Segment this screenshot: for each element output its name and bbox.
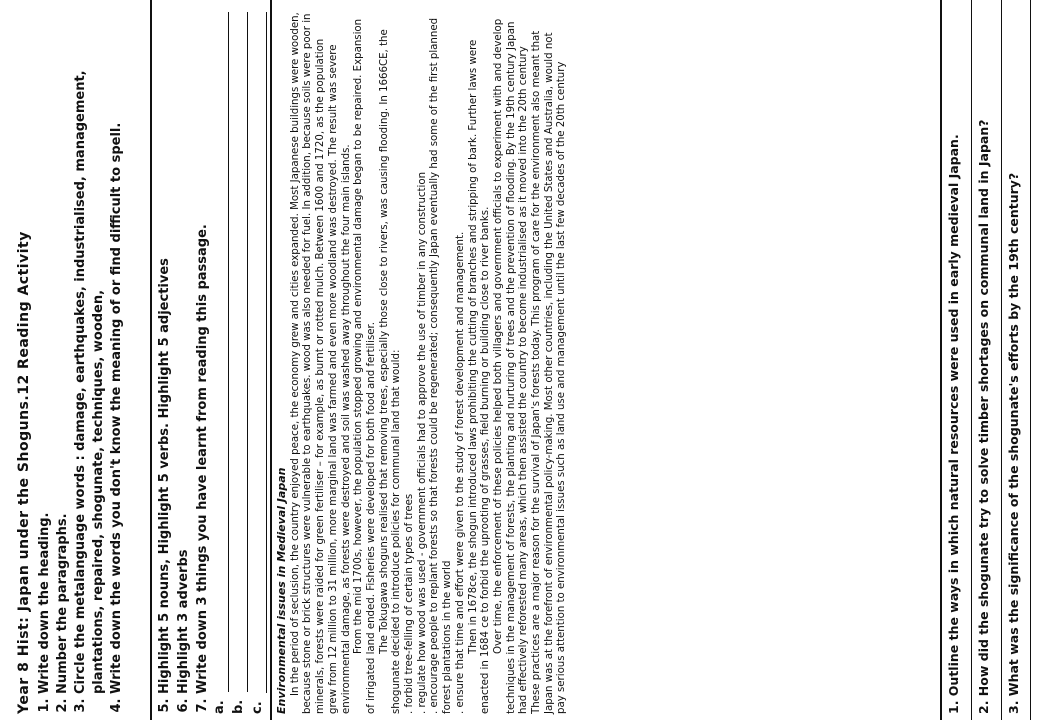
answer-lines <box>210 12 267 714</box>
question-3: 3. What was the significance of the shogunate's efforts by the 19th century? <box>1006 172 1021 714</box>
reading-passage <box>276 12 569 714</box>
highlight-task: 7. Write down 3 things you have learnt from reading this passage. <box>193 0 212 694</box>
policy-item: . forbid tree-felling of certain types of trees <box>404 12 417 714</box>
paragraph: In the period of seclusion, the country enjoyed peace, the economy grew and cities expanded. Most Japanese buildings were wooden, because stone or brick structures were vulnerable to earthquakes. wood was also needed for fuel. In addition, because soils were poor in minerals, forests were raided for green fertiliser – for example, as burnt or rotted mulch. Between 1600 and 1720, as the population grew from 12 million to 31 million, more marginal land was farmed and even more woodland was destroyed. The result was severe environmental damage, as forests were destroyed and soil was washed away throughout the four main islands. <box>289 12 352 714</box>
instruction-item: 3. Circle the metalanguage words : damage, earthquakes, industrialised, management, plantations, repaired, shogunate, techniques, wooden, <box>72 0 108 694</box>
paragraph: From the mid 1700s, however, the population stopped growing and environmental damage began to be repaired. Expansion of irrigated land ended. Fisheries were developed for both food and fertiliser. <box>353 18 377 714</box>
answer-rule[interactable] <box>1030 0 1031 720</box>
answer-line-b[interactable] <box>229 12 248 714</box>
question-2: 2. How did the shogunate try to solve timber shortages on communal land in Japan? <box>976 119 991 714</box>
write-line[interactable] <box>254 12 267 693</box>
divider <box>270 0 272 720</box>
passage-heading: Environmental issues in Medieval Japan <box>275 467 288 714</box>
divider <box>940 0 942 720</box>
answer-line-a[interactable] <box>210 12 229 714</box>
paragraph: Then in 1678ce, the shogun introduced laws prohibiting the cutting of branches and stripping of bark. Further laws were enacted in 1684 ce to forbid the uprooting of grasses, field burning or building close to river banks. <box>467 39 492 714</box>
worksheet-title: Year 8 Hist: Japan under the Shoguns.12 Reading Activity <box>16 231 32 714</box>
answer-rule[interactable] <box>971 0 972 720</box>
instruction-list <box>36 0 126 714</box>
question-1: 1. Outline the ways in which natural resources were used in early medieval Japan. <box>946 134 961 714</box>
highlight-task-list <box>155 0 212 714</box>
policy-item: . encourage people to replant forests so that forests could be regenerated; consequently Japan eventually had some of the first planned forest plantations in the world <box>429 12 454 714</box>
answer-label: c. <box>250 701 265 714</box>
policy-item: . ensure that time and effort were given to the study of forest development and management. <box>455 12 468 714</box>
policy-item: . regulate how wood was used - government officials had to approve the use of timber in any construction <box>417 12 430 714</box>
policy-list <box>404 12 468 714</box>
paragraph: Over time, the enforcement of these policies helped both villagers and government officials to experiment with and develop techniques in the management of forests, the planting and nurturing of trees and the prevention of flooding. By the 19th century Japan had effectively reforested many areas, which then assisted the country to become industrialised as it moved into the 20th century <box>492 18 530 714</box>
divider <box>150 0 152 720</box>
answer-label: b. <box>231 699 246 714</box>
answer-line-c[interactable] <box>248 12 267 714</box>
instruction-item: 2. Number the paragraphs. <box>54 0 72 694</box>
instruction-item: 4. Write down the words you don't know the meaning of or find difficult to spell. <box>108 0 126 694</box>
write-line[interactable] <box>216 12 229 692</box>
write-line[interactable] <box>235 12 248 692</box>
paragraph: These practices are a major reason for the survival of Japan's forests today. This program of care for the environment also meant that Japan was at the forefront of environmental policy-making. Most other countries, including the United States and Australia, would not pay serious attention to environmental issues such as land use and management until the last few decades of the 20th century <box>531 30 568 714</box>
paragraph: The Tokugawa shoguns realised that removing trees, especially those close to rivers, was causing flooding. In 1666CE, the shogunate decided to introduce policies for communal land that would: <box>378 29 403 714</box>
highlight-task: 5. Highlight 5 nouns, Highlight 5 verbs. Highlight 5 adjectives <box>155 0 174 694</box>
highlight-task: 6. Highlight 3 adverbs <box>174 0 193 694</box>
answer-label: a. <box>212 700 227 714</box>
answer-rule[interactable] <box>1001 0 1002 720</box>
instruction-item: 1. Write down the heading. <box>36 0 54 694</box>
